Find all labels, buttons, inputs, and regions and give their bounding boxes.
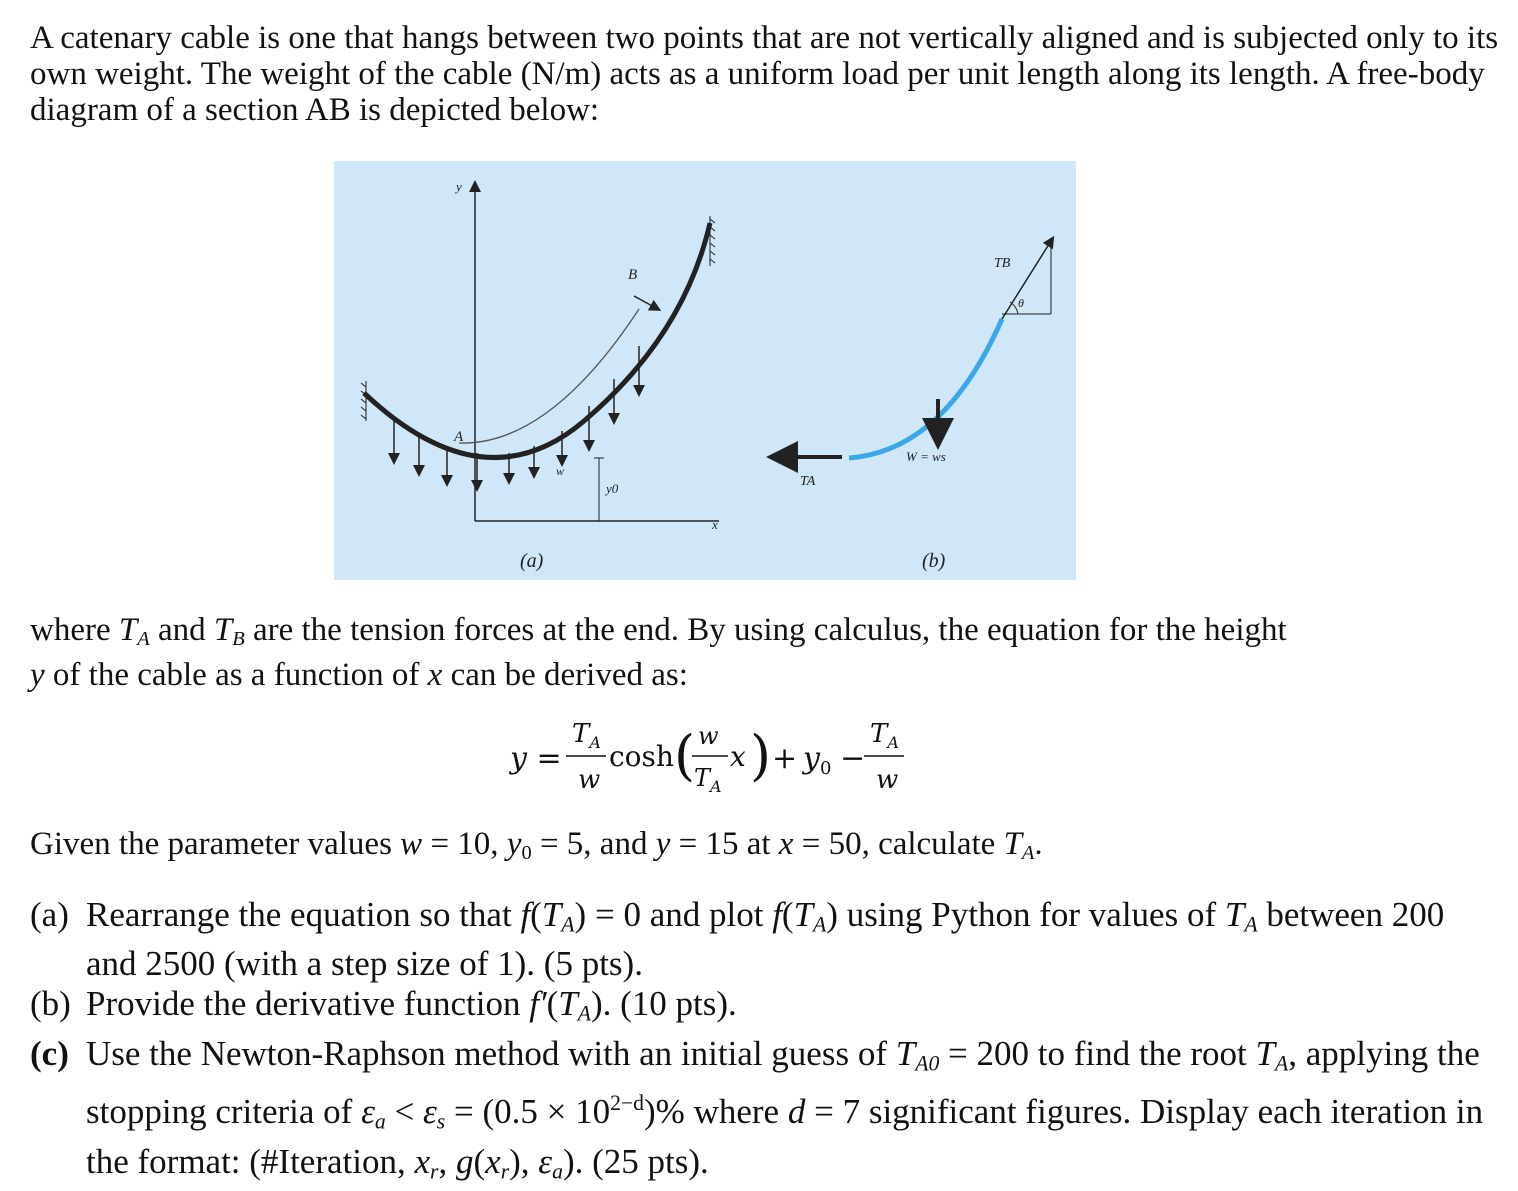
- svg-text:): ): [750, 724, 772, 787]
- caption-b: (b): [922, 550, 946, 572]
- panel-b: [782, 241, 1051, 572]
- eq-cosh: cosh: [609, 740, 674, 773]
- part-a-label: (a): [30, 895, 69, 934]
- label-y-axis: y: [456, 179, 462, 194]
- eq-minus: −: [840, 741, 866, 776]
- section-ab: [459, 309, 639, 443]
- distributed-load-arrows: [394, 346, 639, 486]
- svg-text:TA: $T_A$: [694, 764, 722, 796]
- left-support: [361, 381, 366, 421]
- explanation-paragraph: where $T_A$ and $T_B$ are the tension forces at the end. By using calculus, the equation for the height y of the cable as a function of x can be derived as:: [30, 612, 1287, 694]
- part-c: (c) Use the Newton-Raphson method with an initial guess of $T_{A0} = 200$ to find the root $T_A$, applying the stopping criteria of $\varepsilon_a < \varepsilon_s = (0.5 \times 10^{2-d})\%$ where d = 7 significant figures. Display each iteration in the format: (#Iteration, $x_r$, $g(x_r)$, $\varepsilon_a$). (25 pts).: [30, 1033, 1484, 1184]
- label-weight: W = ws: [906, 449, 946, 464]
- svg-text:TA: $T_A$: [572, 719, 601, 752]
- tangent-arrow-b: [634, 296, 656, 308]
- y0-dimension: [594, 458, 604, 521]
- catenary-equation: [0, 700, 1518, 810]
- part-b: (b) Provide the derivative function $f'(T_A)$. (10 pts).: [30, 984, 737, 1026]
- label-load-w: w: [556, 464, 565, 478]
- eq-den2: w: [876, 765, 899, 795]
- eq-inner-x: x: [730, 740, 746, 773]
- part-a: (a) Rearrange the equation so that $f(T_A) = 0$ and plot $f(T_A)$ using Python for values of $T_A$ between 200 and 2500 (with a step size of 1). (5 pts).: [30, 895, 1445, 984]
- svg-text:TA: $T_A$: [870, 719, 899, 752]
- eq-lhs: y =: [510, 741, 562, 776]
- part-b-label: (b): [30, 984, 71, 1024]
- eq-plus: +: [772, 741, 798, 776]
- free-body-diagram: [334, 161, 1076, 580]
- eq-inner-num: w: [698, 722, 719, 750]
- label-tension-b: TB: [994, 256, 1011, 271]
- label-point-b: B: [628, 267, 638, 283]
- cable-a: [364, 223, 710, 457]
- question-parts: [30, 895, 1500, 1191]
- intro-paragraph: A catenary cable is one that hangs between two points that are not vertically aligned and is subjected only to its own weight. The weight of the cable (N/m) acts as a uniform load per unit length along its length. A free-body diagram of a section AB is depicted below:: [30, 20, 1499, 128]
- catenary-figure: [334, 161, 1076, 580]
- label-theta: θ: [1018, 296, 1024, 310]
- given-paragraph: Given the parameter values w = 10, $y_0 = 5$, and y = 15 at x = 50, calculate $T_A$.: [30, 826, 1043, 865]
- label-tension-a: TA: [800, 474, 816, 489]
- part-c-label: (c): [30, 1033, 69, 1073]
- tension-b-arrow: [1002, 241, 1051, 319]
- label-point-a: A: [454, 429, 464, 445]
- cable-b: [849, 319, 1002, 458]
- label-x-axis: x: [712, 517, 718, 532]
- label-y0: y0: [606, 481, 619, 496]
- panel-a: [361, 179, 719, 572]
- svg-text:y0: $y_0$: [803, 741, 832, 779]
- svg-text:(: (: [674, 724, 696, 787]
- caption-a: (a): [520, 550, 544, 572]
- eq-den1: w: [578, 765, 601, 795]
